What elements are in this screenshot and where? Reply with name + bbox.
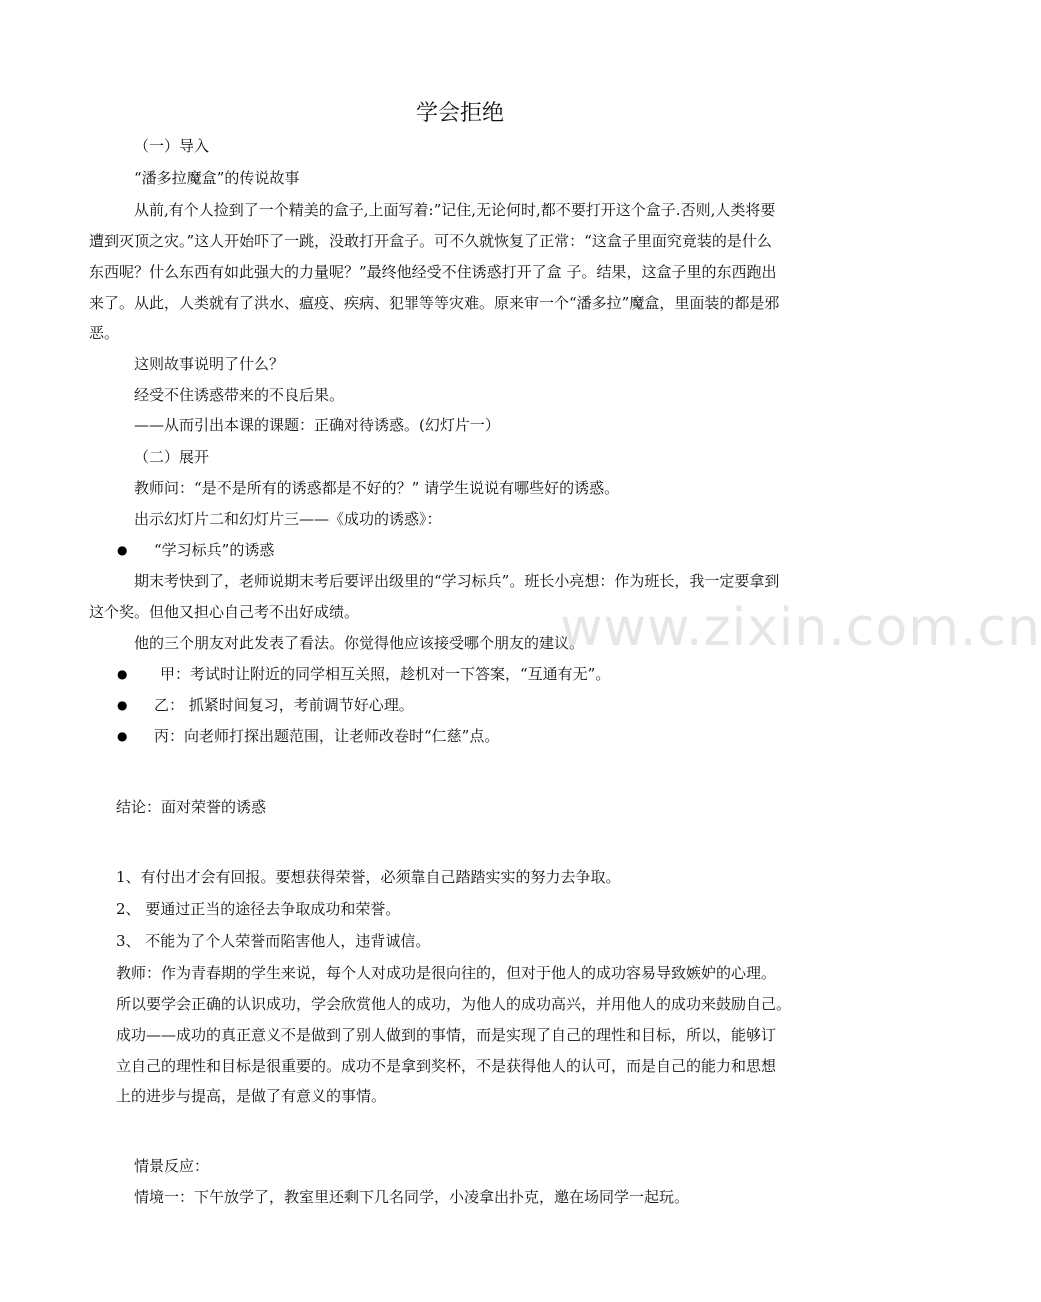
option-item: 丙：向老师打探出题范围，让老师改卷时“仁慈”点。 [154,727,500,745]
page-title: 学会拒绝 [415,101,504,126]
conclusion-label: 结论：面对荣誉的诱惑 [116,798,267,816]
option-item: 甲：考试时让附近的同学相互关照，趁机对一下答案，“互通有无”。 [160,665,611,683]
teacher-paragraph-line: 成功——成功的真正意义不是做到了别人做到的事情，而是实现了自己的理性和目标，所以，能够订 [116,1026,777,1044]
story-line: 恶。 [89,324,120,342]
bullet-icon: ● [117,698,128,712]
teacher-paragraph-line: 所以要学会正确的认识成功，学会欣赏他人的成功，为他人的成功高兴，并用他人的成功来鼓励自己。 [116,995,792,1013]
bullet-icon: ● [117,543,128,557]
option-item: 乙： 抓紧时间复习，考前调节好心理。 [154,696,414,714]
teacher-question: 教师问：“是不是所有的诱惑都是不好的？” 请学生说说有哪些好的诱惑。 [134,479,620,497]
exam-line: 这个奖。但他又担心自己考不出好成绩。 [89,603,360,621]
story-line: 从前,有个人捡到了一个精美的盒子,上面写着:”记住,无论何时,都不要打开这个盒子.否则,人类将要 [134,201,776,219]
story-line: 东西呢？什么东西有如此强大的力量呢？”最终他经受不住诱惑打开了盒 子。结果，这盒子里的东西跑出 [89,263,777,281]
conclusion-item: 1、有付出才会有回报。要想获得荣誉，必须靠自己踏踏实实的努力去争取。 [116,868,621,886]
section-heading-develop: （二）展开 [134,448,210,466]
bullet-icon: ● [117,729,128,743]
story-title: “潘多拉魔盒”的传说故事 [134,169,300,187]
friends-prompt: 他的三个朋友对此发表了看法。你觉得他应该接受哪个朋友的建议。 [134,634,585,652]
lesson-topic: ——从而引出本课的课题：正确对待诱惑。(幻灯片一） [134,416,500,434]
scenario-item: 情境一：下午放学了，教室里还剩下几名同学，小凌拿出扑克，邀在场同学一起玩。 [134,1188,690,1206]
slides-note: 出示幻灯片二和幻灯片三——《成功的诱惑》： [134,510,442,528]
section-heading-intro: （一）导入 [134,137,210,155]
story-answer: 经受不住诱惑带来的不良后果。 [134,386,345,404]
teacher-paragraph-line: 立自己的理性和目标是很重要的。成功不是拿到奖杯，不是获得他人的认可，而是自己的能力和思想 [116,1057,777,1075]
story-line: 来了。从此，人类就有了洪水、瘟疫、疾病、犯罪等等灾难。原来审一个“潘多拉”魔盒，里面装的都是邪 [89,294,780,312]
bullet-icon: ● [117,667,128,681]
exam-line: 期末考快到了，老师说期末考后要评出级里的“学习标兵”。班长小亮想：作为班长，我一定要拿到 [134,572,780,590]
conclusion-item: 3、 不能为了个人荣誉而陷害他人，违背诚信。 [116,932,431,950]
story-question: 这则故事说明了什么？ [134,355,285,373]
teacher-paragraph-line: 上的进步与提高，是做了有意义的事情。 [116,1087,387,1105]
story-line: 遭到灭顶之灾。”这人开始吓了一跳，没敢打开盒子。可不久就恢复了正常：“这盒子里面究竟装的是什么 [89,232,772,250]
scenario-label: 情景反应： [134,1157,210,1175]
watermark: www.zixin.com.cn [560,598,1041,658]
conclusion-item: 2、 要通过正当的途径去争取成功和荣誉。 [116,900,401,918]
teacher-paragraph-line: 教师：作为青春期的学生来说，每个人对成功是很向往的，但对于他人的成功容易导致嫉妒的心理。 [116,964,777,982]
bullet-title: “学习标兵”的诱惑 [154,541,275,559]
